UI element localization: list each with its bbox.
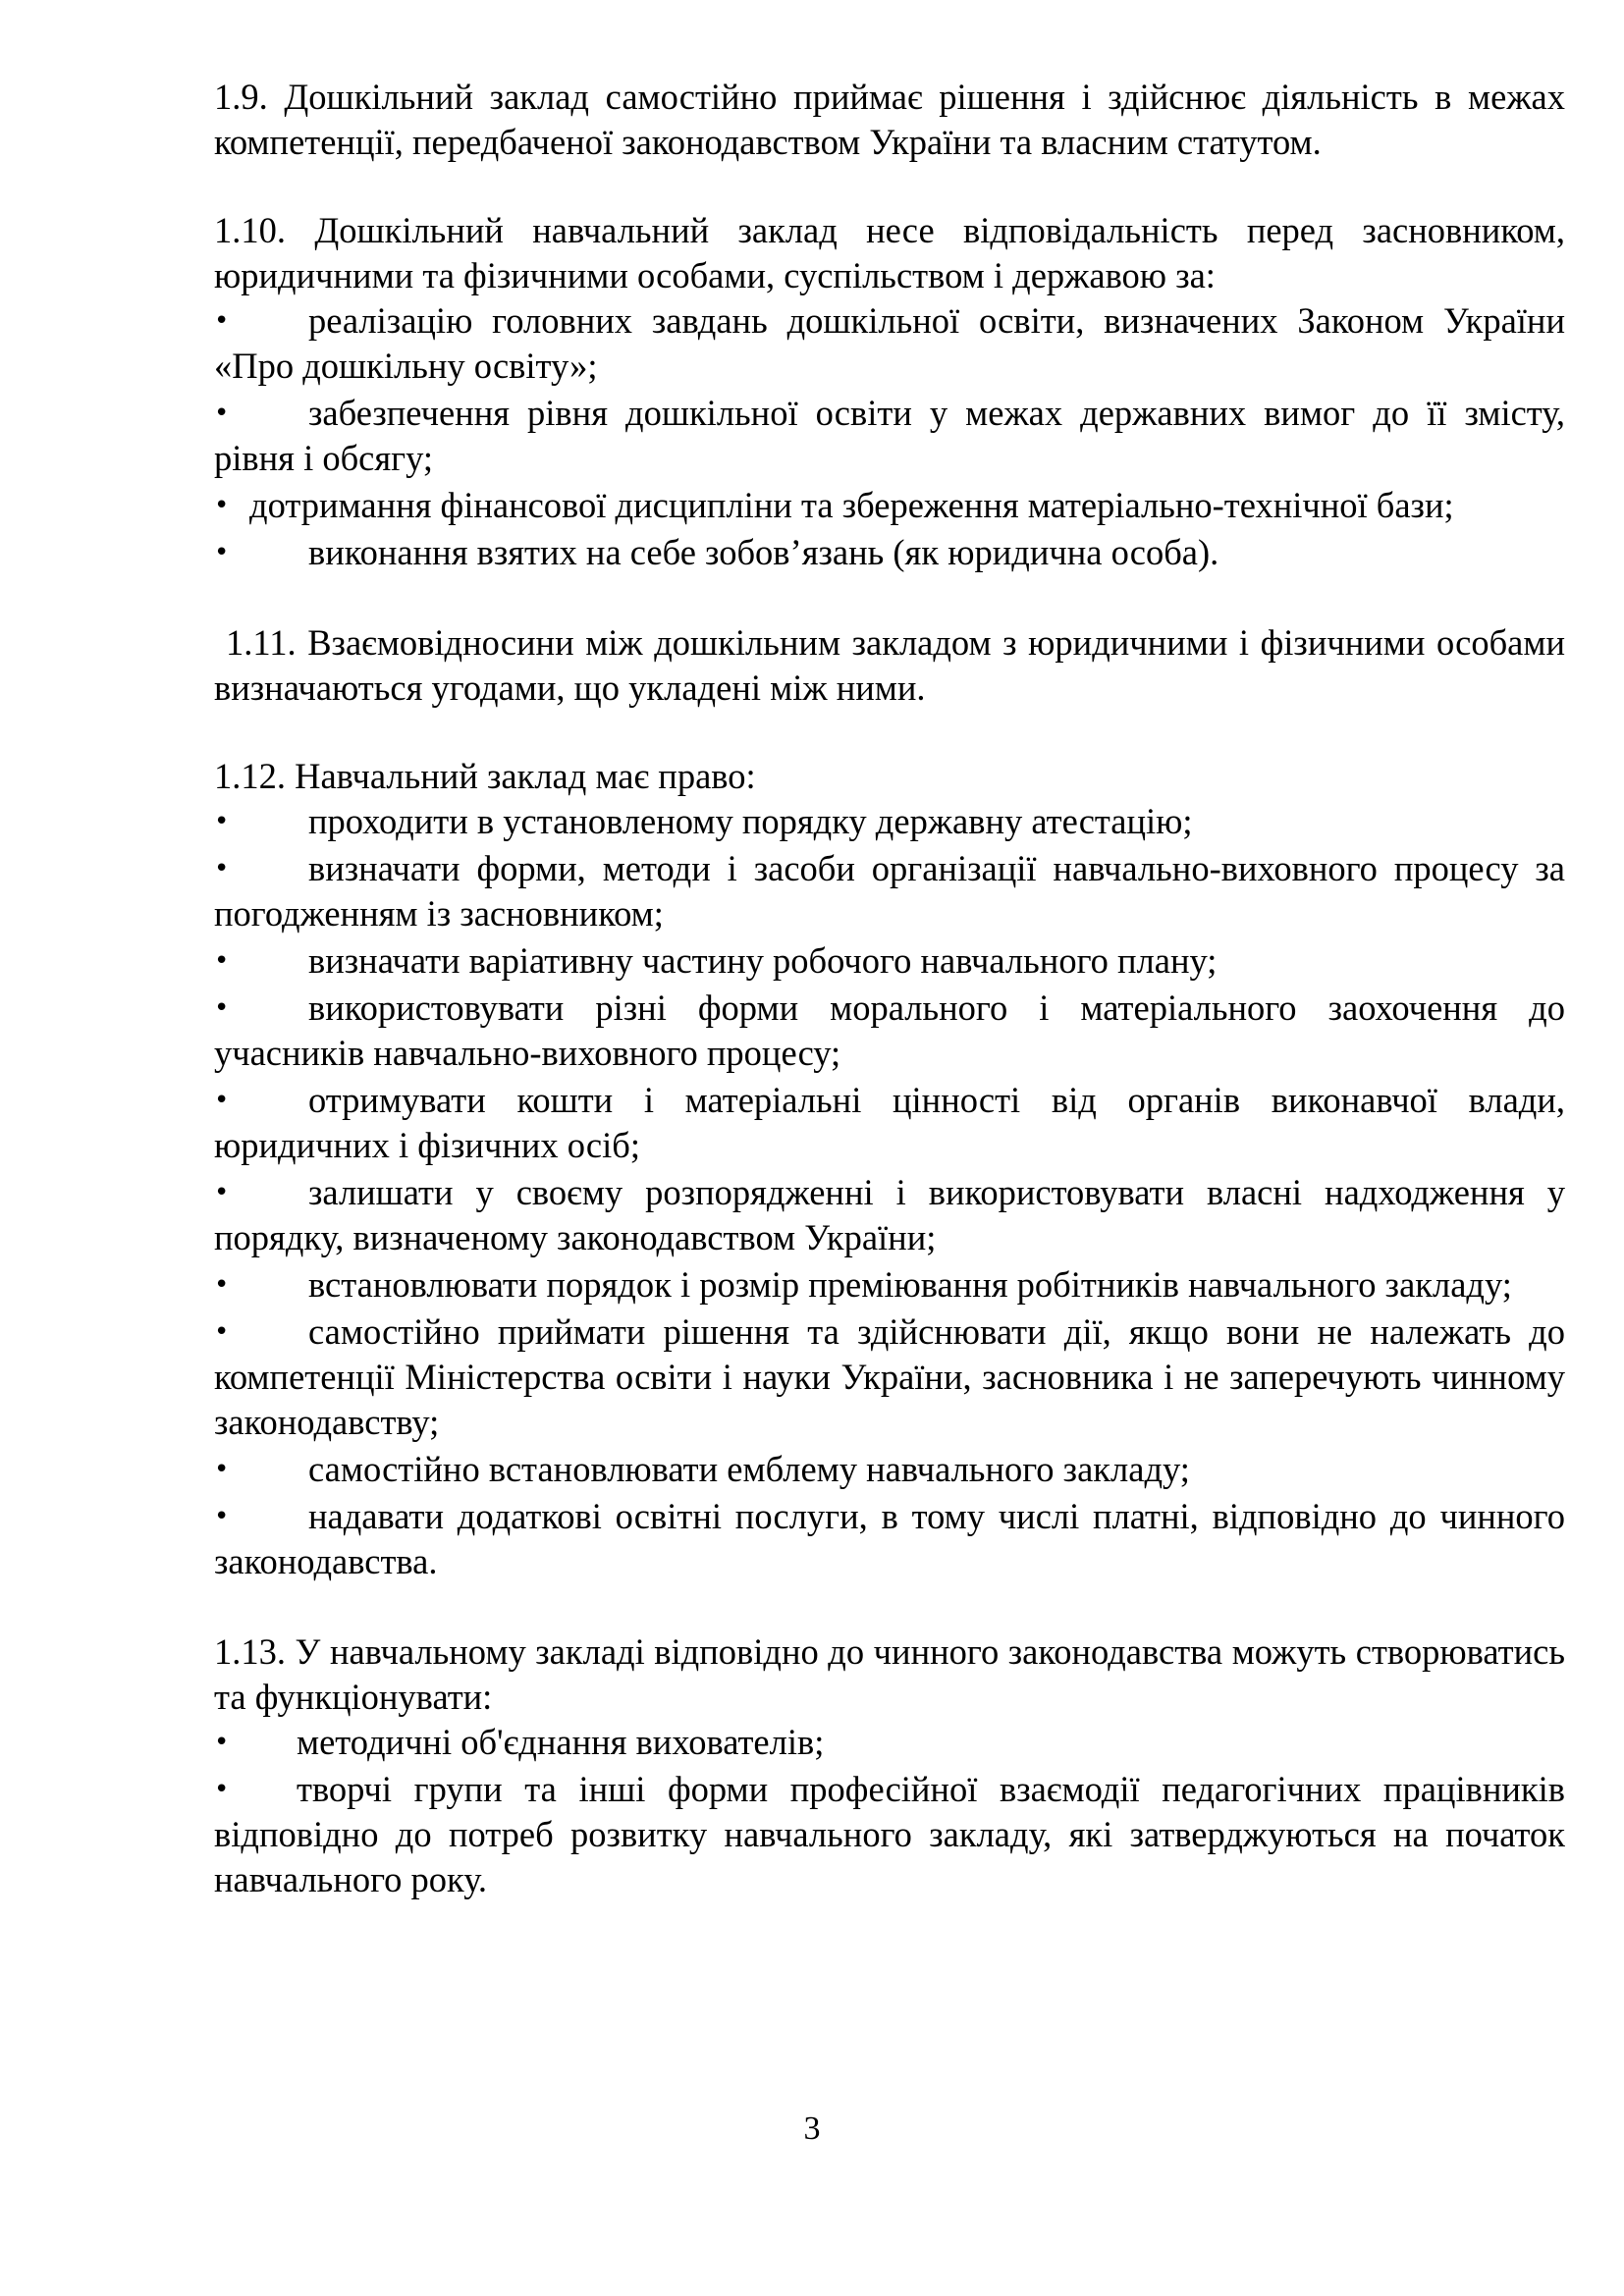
list-item-text: визначати варіативну частину робочого навчального плану; xyxy=(308,940,1218,981)
spacer xyxy=(214,711,1565,754)
section-1-10-list xyxy=(214,298,1565,575)
list-item-text: визначати форми, методи і засоби організації навчально-виховного процесу за погодженням із засновником; xyxy=(214,848,1565,934)
bullet-icon: • xyxy=(214,1728,230,1757)
list-item xyxy=(214,1078,1565,1168)
section-1-13-intro: 1.13. У навчальному закладі відповідно до чинного законодавства можуть створюватись та функціонувати: xyxy=(214,1631,1565,1717)
list-item xyxy=(214,530,1565,575)
list-item xyxy=(214,1309,1565,1445)
list-item-text: виконання взятих на себе зобов’язань (як юридична особа). xyxy=(308,532,1219,572)
list-item-text: отримувати кошти і матеріальні цінності від органів виконавчої влади, юридичних і фізичних осіб; xyxy=(214,1080,1565,1165)
bullet-icon: • xyxy=(214,1270,230,1300)
list-item-text: самостійно встановлювати емблему навчального закладу; xyxy=(308,1449,1190,1489)
list-item xyxy=(214,483,1565,528)
list-item xyxy=(214,1494,1565,1584)
list-item-text: методичні об'єднання вихователів; xyxy=(297,1722,825,1762)
spacer xyxy=(214,165,1565,208)
bullet-icon: • xyxy=(214,538,230,567)
bullet-icon: • xyxy=(214,491,230,520)
list-item xyxy=(214,298,1565,389)
list-item-text: творчі групи та інші форми професійної взаємодії педагогічних працівників відповідно до потреб розвитку навчального закладу, які затверджуються на початок навчального року. xyxy=(214,1769,1565,1899)
list-item xyxy=(214,1767,1565,1902)
list-item-text: встановлювати порядок і розмір преміювання робітників навчального закладу; xyxy=(308,1264,1512,1305)
list-item-text: проходити в установленому порядку державну атестацію; xyxy=(308,801,1193,841)
list-item xyxy=(214,799,1565,844)
bullet-icon: • xyxy=(214,993,230,1023)
section-1-13-list xyxy=(214,1720,1565,1902)
list-item-text: залишати у своєму розпорядженні і використовувати власні надходження у порядку, визначеному законодавством України; xyxy=(214,1172,1565,1257)
list-item xyxy=(214,1447,1565,1492)
list-item xyxy=(214,1170,1565,1260)
list-item xyxy=(214,938,1565,984)
bullet-icon: • xyxy=(214,1775,230,1804)
document-body xyxy=(214,75,1565,1904)
bullet-icon: • xyxy=(214,1086,230,1115)
list-item-text: надавати додаткові освітні послуги, в тому числі платні, відповідно до чинного законодавства. xyxy=(214,1496,1565,1581)
bullet-icon: • xyxy=(214,1317,230,1347)
section-1-12-intro: 1.12. Навчальний заклад має право: xyxy=(214,756,756,796)
list-item xyxy=(214,1262,1565,1308)
list-item-text: забезпечення рівня дошкільної освіти у межах державних вимог до її змісту, рівня і обсягу; xyxy=(214,393,1565,478)
spacer xyxy=(214,577,1565,620)
spacer xyxy=(214,1586,1565,1629)
bullet-icon: • xyxy=(214,1178,230,1207)
bullet-icon: • xyxy=(214,807,230,836)
bullet-icon: • xyxy=(214,399,230,428)
page-number: 3 xyxy=(803,2110,821,2147)
list-item xyxy=(214,986,1565,1076)
section-1-9: 1.9. Дошкільний заклад самостійно приймає рішення і здійснює діяльність в межах компетенції, передбаченої законодавством України та власним статутом. xyxy=(214,77,1565,162)
list-item xyxy=(214,846,1565,936)
bullet-icon: • xyxy=(214,1455,230,1484)
bullet-icon: • xyxy=(214,306,230,336)
list-item-text: самостійно приймати рішення та здійснювати дії, якщо вони не належать до компетенції Міністерства освіти і науки України, засновника і не заперечують чинному законодавству; xyxy=(214,1311,1565,1442)
list-item-text: реалізацію головних завдань дошкільної освіти, визначених Законом України «Про дошкільну освіту»; xyxy=(214,300,1565,386)
section-1-12-list xyxy=(214,799,1565,1584)
list-item-text: використовувати різні форми морального і матеріального заохочення до учасників навчально-виховного процесу; xyxy=(214,988,1565,1073)
list-item-text: дотримання фінансової дисципліни та збереження матеріально-технічної бази; xyxy=(249,485,1454,525)
bullet-icon: • xyxy=(214,854,230,883)
bullet-icon: • xyxy=(214,946,230,976)
section-1-10-intro: 1.10. Дошкільний навчальний заклад несе відповідальність перед засновником, юридичними та фізичними особами, суспільством і державою за: xyxy=(214,210,1565,295)
list-item xyxy=(214,391,1565,481)
list-item xyxy=(214,1720,1565,1765)
bullet-icon: • xyxy=(214,1502,230,1531)
section-1-11: 1.11. Взаємовідносини між дошкільним закладом з юридичними і фізичними особами визначаються угодами, що укладені між ними. xyxy=(214,622,1565,708)
